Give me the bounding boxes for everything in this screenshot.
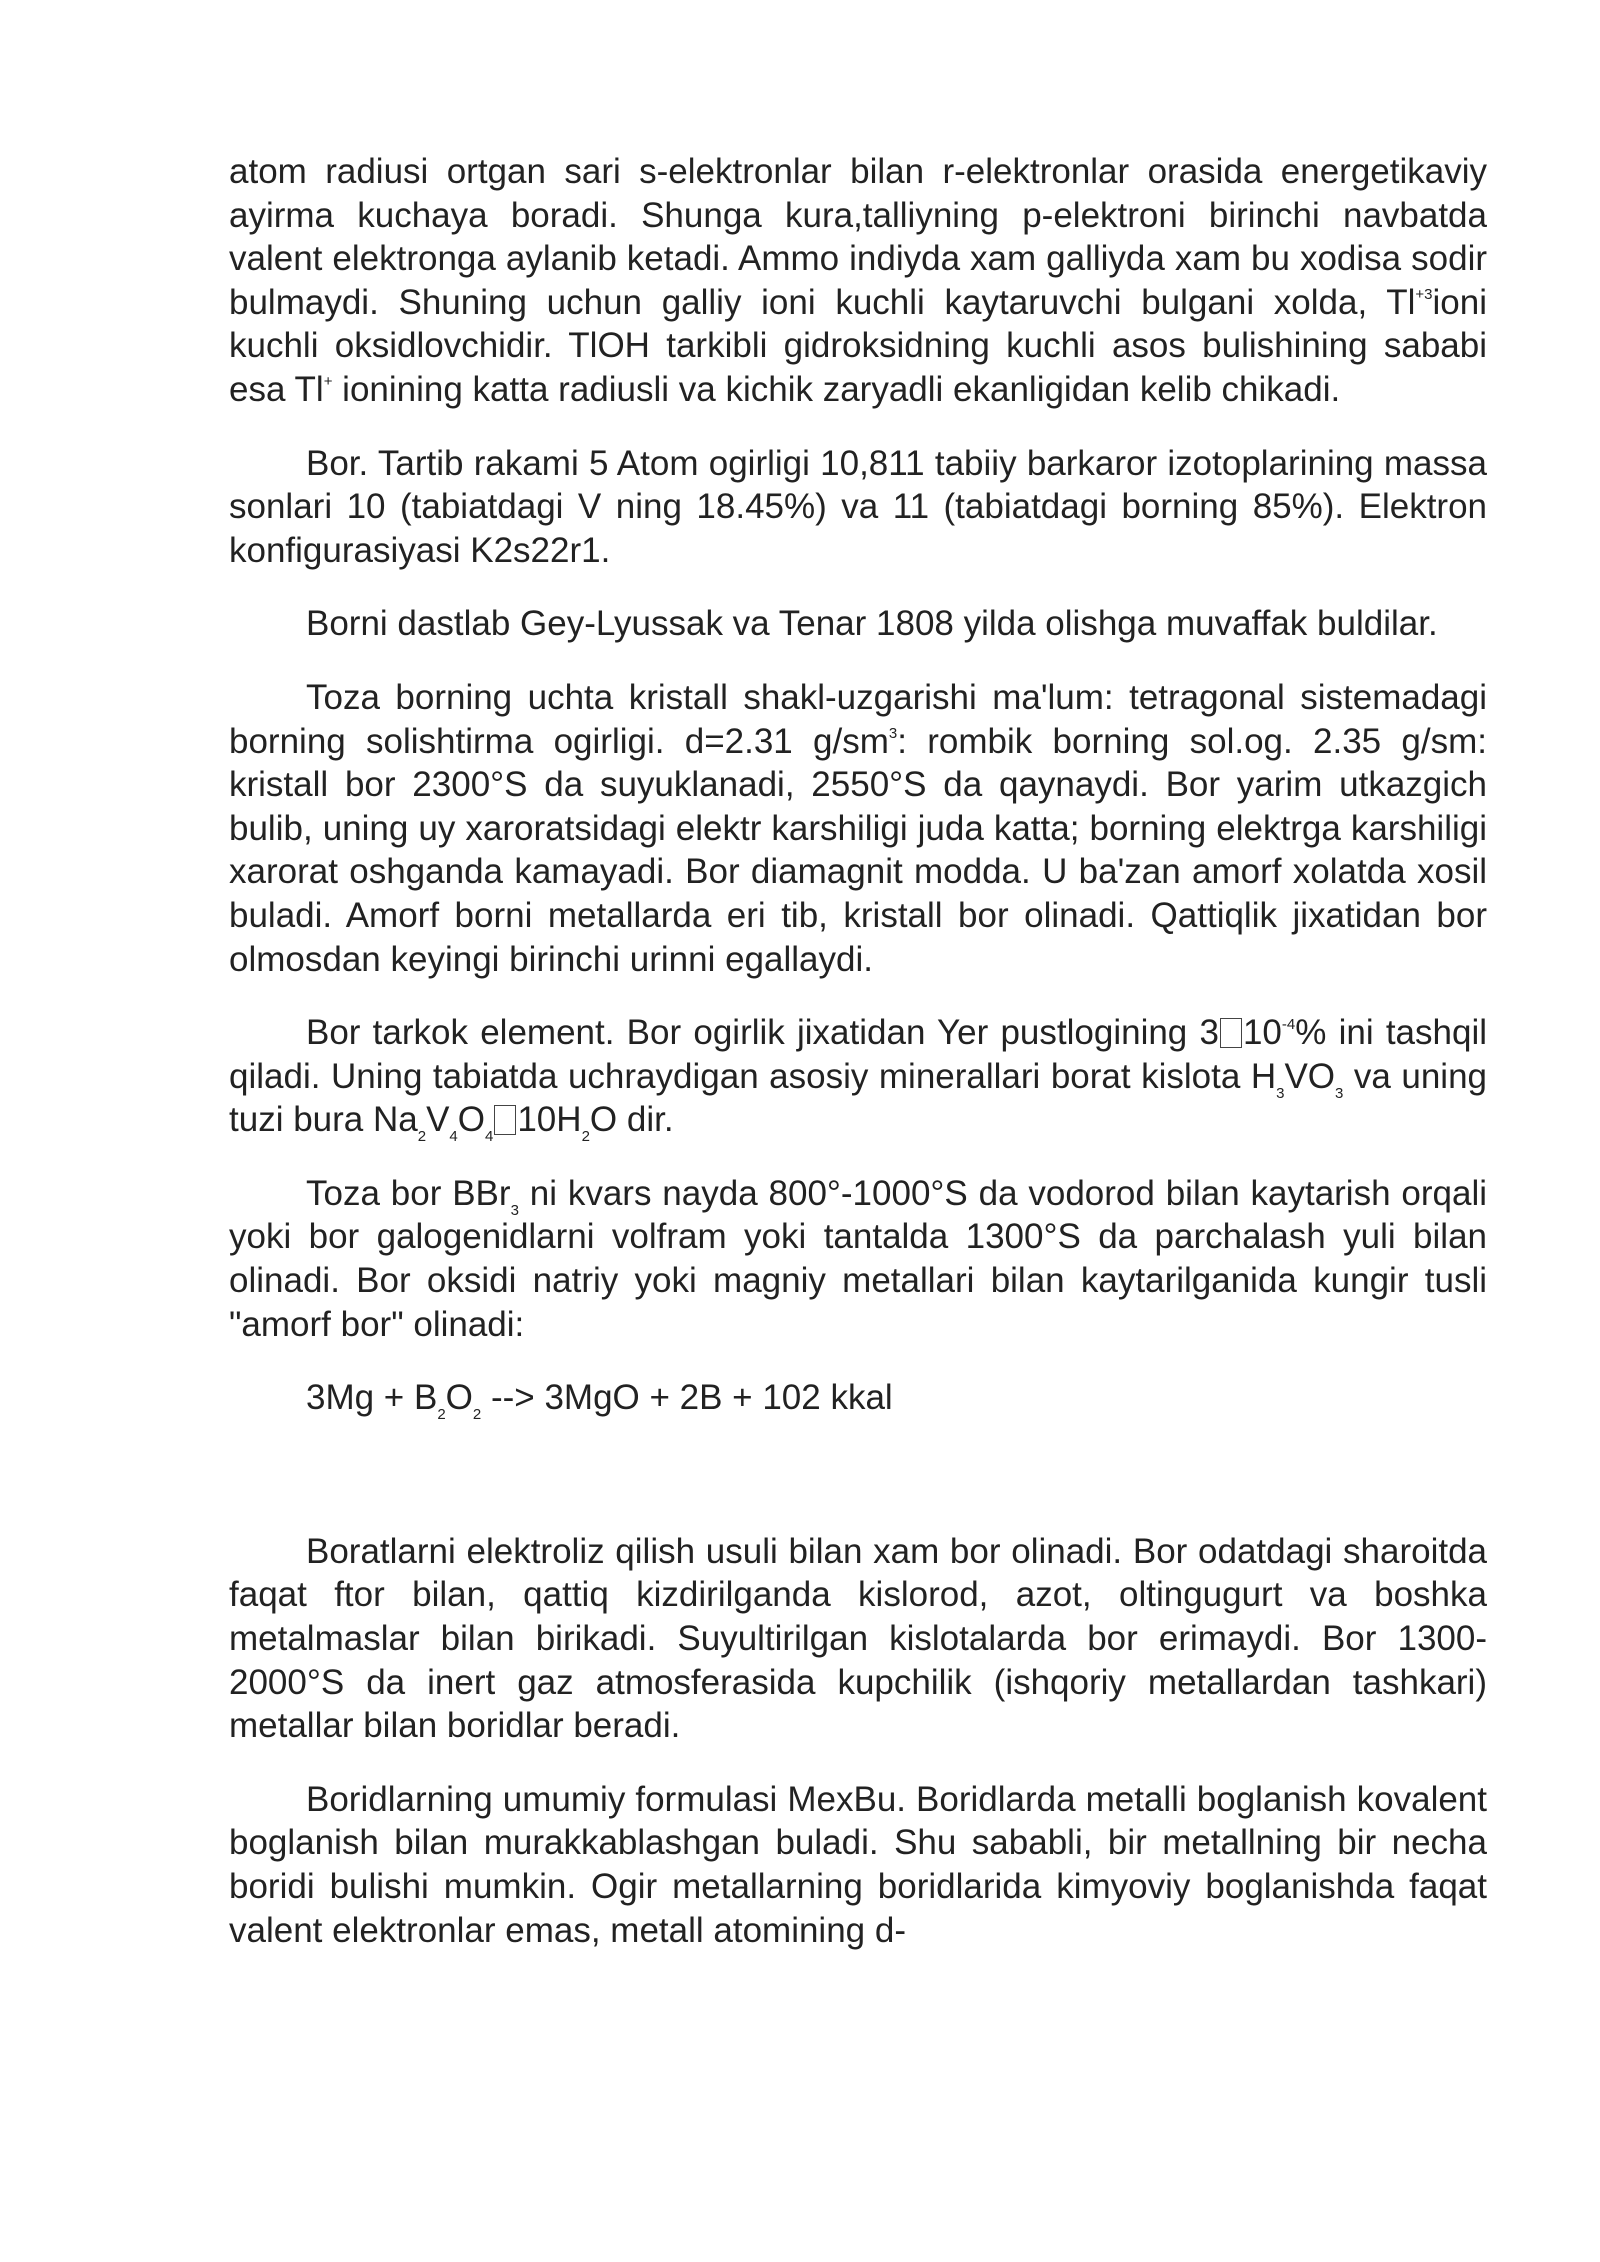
text-run: 3Mg + B — [306, 1378, 438, 1418]
subscript: 2 — [437, 1406, 446, 1424]
subscript: 2 — [417, 1128, 427, 1146]
text-run: atom radiusi ortgan sari s-elektronlar bilan r-elektronlar orasida energetikaviy ayirma kuchaya boradi. Shunga kura,talliyning p-elektroni birinchi navbatda valent elektronga aylanib ketadi. Ammo indiyda xam galliyda xam bu xodisa sodir bulmaydi. Shuning uchun galliy ioni kuchli kaytaruvchi bulgani xolda, Tl — [229, 152, 1487, 322]
text-run: O — [445, 1378, 473, 1418]
text-run: va uning tuzi bura Na — [229, 1056, 1487, 1140]
document-page — [229, 150, 1487, 1952]
text-run: 10H — [517, 1100, 582, 1140]
text-run: Toza borning uchta kristall shakl-uzgarishi ma'lum: tetragonal sistemadagi borning solishtirma ogirligi. d=2.31 g/sm — [229, 677, 1487, 761]
missing-glyph-icon — [494, 1105, 516, 1135]
text-run: VO — [1284, 1056, 1336, 1096]
subscript: 2 — [472, 1406, 482, 1424]
text-run: O dir. — [589, 1100, 674, 1140]
text-run: Bor tarkok element. Bor ogirlik jixatidan Yer pustlogining 3 — [306, 1013, 1219, 1053]
paragraph-abundance — [229, 1011, 1487, 1146]
subscript: 3 — [1335, 1084, 1344, 1102]
paragraph-borides: Boridlarning umumiy formulasi MexBu. Boridlarda metalli boglanish kovalent boglanish bilan murakkablashgan buladi. Shu sababli, bir metallning bir necha boridi bulishi mumkin. Ogir metallarning boridlarida kimyoviy boglanishda faqat valent elektronlar emas, metall atomining d- — [229, 1779, 1487, 1950]
text-run: 10 — [1242, 1013, 1282, 1053]
subscript: 3 — [1276, 1084, 1285, 1102]
superscript: 3 — [888, 724, 898, 742]
paragraph-discovery: Borni dastlab Gey-Lyussak va Tenar 1808 yilda olishga muvaffak buldilar. — [306, 604, 1438, 644]
text-run: : rombik borning sol.og. 2.35 g/sm: kristall bor 2300°S da suyuklanadi, 2550°S da qaynaydi. Bor yarim utkazgich bulib, uning uy xaroratsidagi elektr karshiligi juda katta; borning elektrga karshiligi xarorat oshganda kamayadi. Bor diamagnit modda. U ba'zan amorf xolatda xosil buladi. Amorf borni metallarda eri tib, kristall bor olinadi. Qattiqlik jixatidan bor olmosdan keyingi birinchi urinni egallaydi. — [229, 721, 1487, 979]
paragraph-preparation — [229, 1172, 1487, 1346]
text-run: Toza bor BBr — [306, 1173, 511, 1213]
subscript: 3 — [510, 1201, 519, 1219]
paragraph-crystal-forms — [229, 676, 1487, 981]
text-run: % ini tashqil qiladi. Uning tabiatda uchraydigan asosiy minerallari borat kislota H — [229, 1013, 1487, 1096]
subscript: 2 — [581, 1128, 590, 1146]
text-run: ni kvars nayda 800°-1000°S da vodorod bilan kaytarish orqali yoki bor galogenidlarni volfram yoki tantalda 1300°S da parchalash yuli bilan olinadi. Bor oksidi natriy yoki magniy metallari bilan kaytarilganida kungir tusli "amorf bor" olinadi: — [229, 1173, 1487, 1344]
text-run: V — [426, 1100, 450, 1140]
reaction-equation — [229, 1376, 1487, 1424]
subscript: 4 — [449, 1128, 458, 1146]
text-run: ioni kuchli oksidlovchidir. TlOH tarkibli gidroksidning kuchli asos bulishining sababi esa Tl — [229, 282, 1487, 409]
paragraph-electrolysis: Boratlarni elektroliz qilish usuli bilan xam bor olinadi. Bor odatdagi sharoitda faqat ftor bilan, qattiq kizdirilganda kislorod, azot, oltingugurt va boshka metalmaslar bilan birikadi. Suyultirilgan kislotalarda bor erimaydi. Bor 1300-2000°S da inert gaz atmosferasida kupchilik (ishqoriy metallardan tashkari) metallar bilan boridlar beradi. — [229, 1531, 1487, 1746]
superscript: + — [323, 373, 333, 391]
paragraph-bor-intro: Bor. Tartib rakami 5 Atom ogirligi 10,811 tabiiy barkaror izotoplarining massa sonlari 10 (tabiatdagi V ning 18.45%) va 11 (tabiatdagi borning 85%). Elektron konfigurasiyasi K2s22r1. — [229, 443, 1487, 570]
paragraph-thallium — [229, 150, 1487, 412]
superscript: +3 — [1415, 286, 1433, 304]
missing-glyph-icon — [1220, 1018, 1242, 1048]
text-run: O — [457, 1100, 485, 1140]
text-run: --> 3MgO + 2B + 102 kkal — [481, 1378, 893, 1418]
text-run: ionining katta radiusli va kichik zaryadli ekanligidan kelib chikadi. — [332, 369, 1341, 409]
subscript: 4 — [485, 1128, 494, 1146]
superscript: -4 — [1281, 1016, 1296, 1034]
